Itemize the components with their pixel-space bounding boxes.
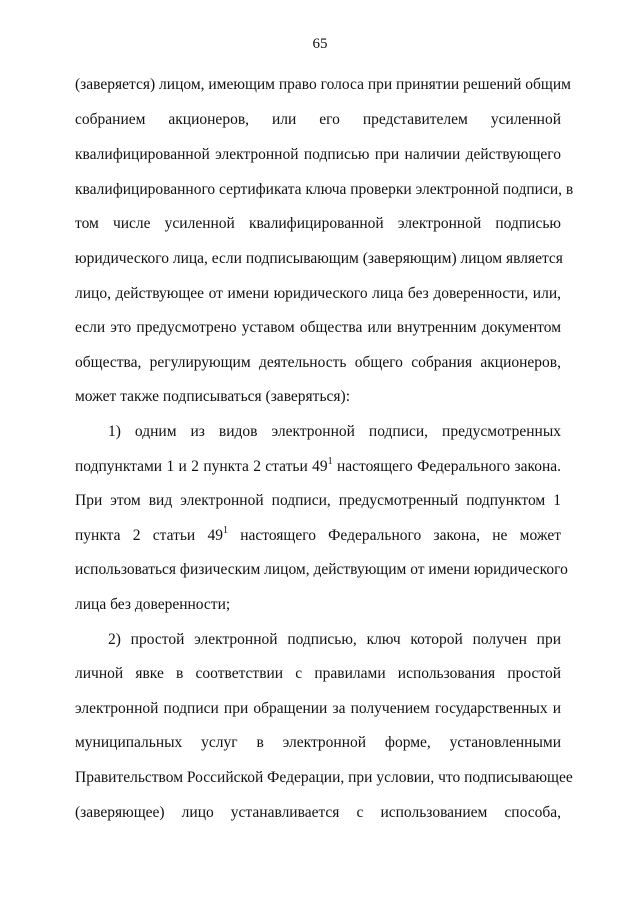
- text-line-with-superscript: [75, 526, 561, 546]
- text-line: использоваться физическим лицом, действующим от имени юридического: [75, 561, 568, 578]
- text-line: квалифицированной электронной подписью при наличии действующего: [75, 146, 561, 163]
- page-number: 65: [312, 36, 328, 52]
- list-item-2-first-line: 2) простой электронной подписью, ключ которой получен при: [108, 631, 561, 648]
- text-line: лицо, действующее от имени юридического лица без доверенности, или,: [75, 285, 561, 302]
- text-line: Правительством Российской Федерации, при условии, что подписывающее: [75, 769, 573, 786]
- text-line: может также подписываться (заверяться):: [75, 388, 350, 405]
- text-line: квалифицированного сертификата ключа проверки электронной подписи, в: [75, 181, 574, 198]
- superscript: 1: [327, 455, 333, 467]
- text-segment: настоящего Федерального закона.: [332, 458, 562, 475]
- text-line: (заверяющее) лицо устанавливается с использованием способа,: [75, 804, 561, 821]
- text-line: электронной подписи при обращении за получением государственных и: [75, 700, 561, 717]
- text-line: лица без доверенности;: [75, 596, 231, 613]
- text-line: При этом вид электронной подписи, предусмотренный подпунктом 1: [75, 492, 561, 509]
- text-segment: настоящего Федерального закона, не может: [227, 527, 561, 544]
- superscript: 1: [222, 524, 228, 536]
- text-line: муниципальных услуг в электронной форме, установленными: [75, 734, 561, 751]
- text-segment: подпунктами 1 и 2 пункта 2 статьи 49: [75, 458, 328, 475]
- text-line: личной явке в соответствии с правилами использования простой: [75, 665, 561, 682]
- text-line: том числе усиленной квалифицированной электронной подписью: [75, 215, 561, 232]
- text-line: общества, регулирующим деятельность общего собрания акционеров,: [75, 354, 561, 371]
- text-segment: пункта 2 статьи 49: [75, 527, 223, 544]
- text-line: (заверяется) лицом, имеющим право голоса при принятии решений общим: [75, 76, 571, 93]
- list-item-1-first-line: 1) одним из видов электронной подписи, предусмотренных: [108, 423, 561, 440]
- text-line: если это предусмотрено уставом общества или внутренним документом: [75, 319, 561, 336]
- text-line-with-superscript: [75, 457, 561, 477]
- text-line: собранием акционеров, или его представителем усиленной: [75, 111, 561, 128]
- text-line: юридического лица, если подписывающим (заверяющим) лицом является: [75, 250, 563, 267]
